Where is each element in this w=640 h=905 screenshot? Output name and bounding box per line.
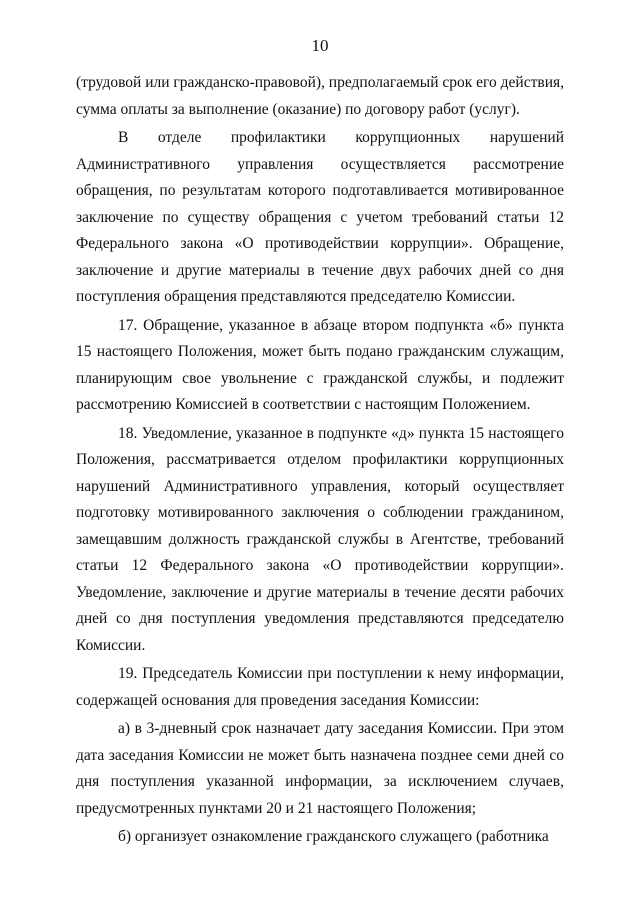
body-text [76,70,564,853]
paragraph-item-19: 19. Председатель Комиссии при поступлении к нему информации, содержащей основания для проведения заседания Комиссии: [76,665,564,709]
paragraph-item-19-a: а) в 3-дневный срок назначает дату заседания Комиссии. При этом дата заседания Комиссии не может быть назначена позднее семи дней со дня поступления указанной информации, за исключением случаев, предусмотренных пунктами 20 и 21 настоящего Положения; [76,720,564,817]
paragraph-item-19-b: б) организует ознакомление гражданского служащего (работника [118,828,549,845]
paragraph-item-18: 18. Уведомление, указанное в подпункте «д» пункта 15 настоящего Положения, рассматривается отделом профилактики коррупционных нарушений Административного управления, который осуществляет подготовку мотивированного заключения о соблюдении гражданином, замещавшим должность гражданской службы в Агентстве, требований статьи 12 Федерального закона «О противодействии коррупции». Уведомление, заключение и другие материалы в течение десяти рабочих дней со дня поступления уведомления представляются председателю Комиссии. [76,424,564,654]
paragraph-department-review: В отделе профилактики коррупционных нарушений Административного управления осуществляется рассмотрение обращения, по результатам которого подготавливается мотивированное заключение по существу обращения с учетом требований статьи 12 Федерального закона «О противодействии коррупции». Обращение, заключение и другие материалы в течение двух рабочих дней со дня поступления обращения представляются председателю Комиссии. [76,129,564,305]
paragraph-item-17: 17. Обращение, указанное в абзаце втором подпункта «б» пункта 15 настоящего Положения, может быть подано гражданским служащим, планирующим свое увольнение с гражданской службы, и подлежит рассмотрению Комиссией в соответствии с настоящим Положением. [76,316,564,413]
page-number: 10 [311,36,329,55]
paragraph-continuation: (трудовой или гражданско-правовой), предполагаемый срок его действия, сумма оплаты за выполнение (оказание) по договору работ (услуг). [76,74,564,118]
